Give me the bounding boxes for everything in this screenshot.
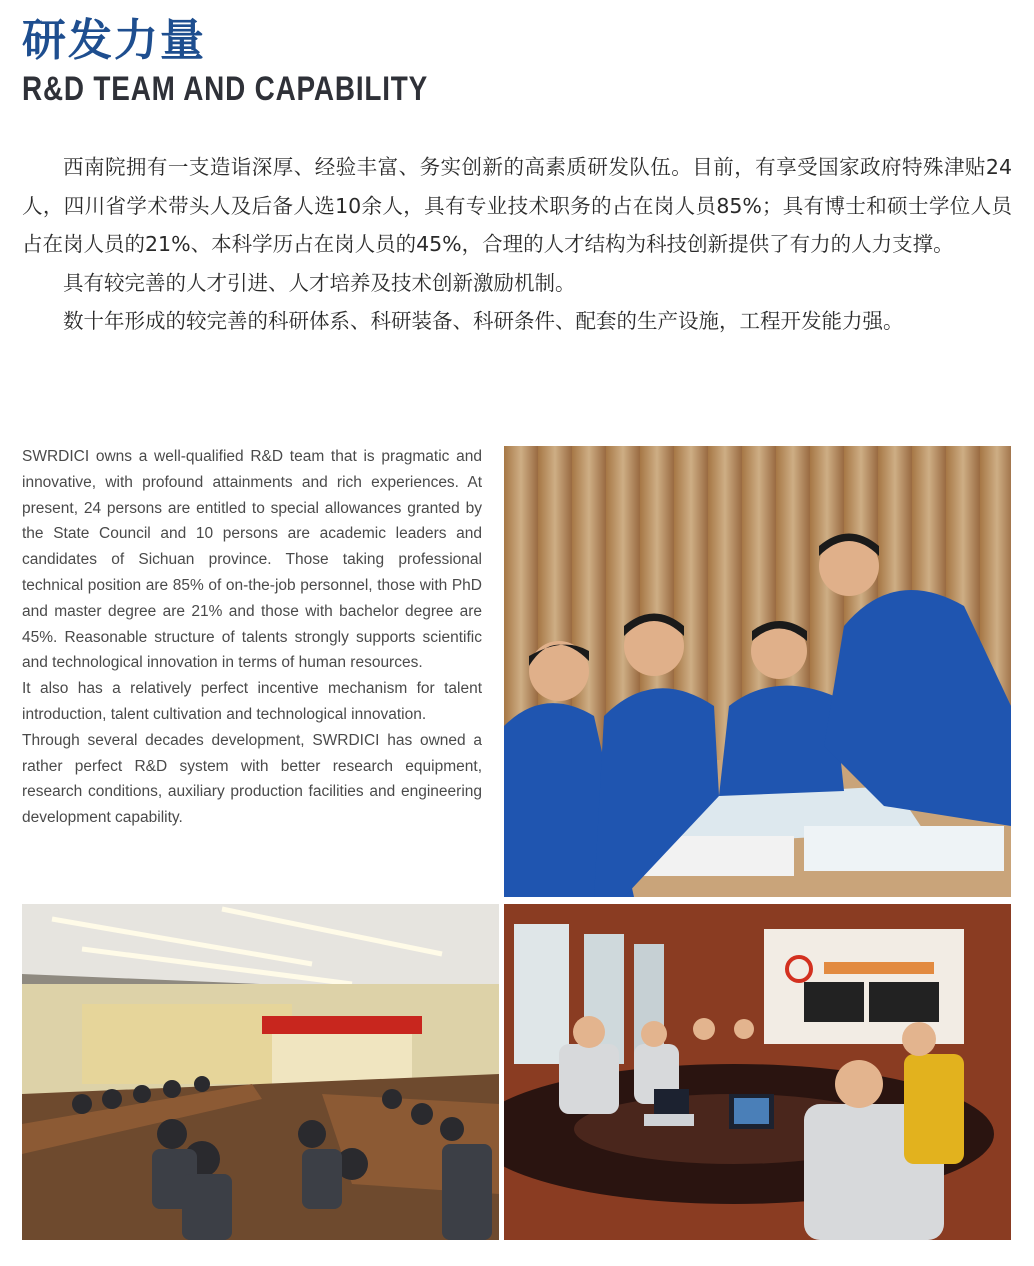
- english-paragraph-system: Through several decades development, SWRDICI has owned a rather perfect R&D system with better research equipment, research conditions, auxiliary production facilities and engineering development capability.: [22, 731, 482, 827]
- photo-meeting-room-laptops: [504, 904, 1011, 1240]
- english-description: [22, 444, 482, 831]
- english-paragraph-mechanism: It also has a relatively perfect incentive mechanism for talent introduction, talent cultivation and technological innovation.: [22, 680, 482, 723]
- page-title-chinese: 研发力量: [22, 15, 206, 66]
- photo-engineers-reviewing-drawings: [504, 446, 1011, 897]
- english-paragraph-team: SWRDICI owns a well-qualified R&D team that is pragmatic and innovative, with profound attainments and rich experiences. At present, 24 persons are entitled to special allowances granted by the State Council and 10 persons are academic leaders and candidates of Sichuan province. Those taking professional technical position are 85% of on-the-job personnel, those with PhD and master degree are 21% and those with bachelor degree are 45%. Reasonable structure of talents strongly supports scientific and technological innovation in terms of human resources.: [22, 448, 482, 672]
- chinese-paragraph-mechanism: 具有较完善的人才引进、人才培养及技术创新激励机制。: [63, 270, 576, 295]
- chinese-paragraph-system: 数十年形成的较完善的科研体系、科研装备、科研条件、配套的生产设施，工程开发能力强。: [63, 309, 904, 333]
- chinese-paragraph-team: 西南院拥有一支造诣深厚、经验丰富、务实创新的高素质研发队伍。目前，有享受国家政府特殊津贴24人，四川省学术带头人及后备人选10余人，具有专业技术职务的占在岗人员85%；具有博士和硕士学位人员占在岗人员的21%、本科学历占在岗人员的45%，合理的人才结构为科技创新提供了有力的人力支撑。: [22, 155, 1012, 256]
- page-title-english: R&D TEAM AND CAPABILITY: [22, 70, 429, 108]
- chinese-description: [22, 148, 1012, 341]
- photo-conference-hall-meeting: [22, 904, 499, 1240]
